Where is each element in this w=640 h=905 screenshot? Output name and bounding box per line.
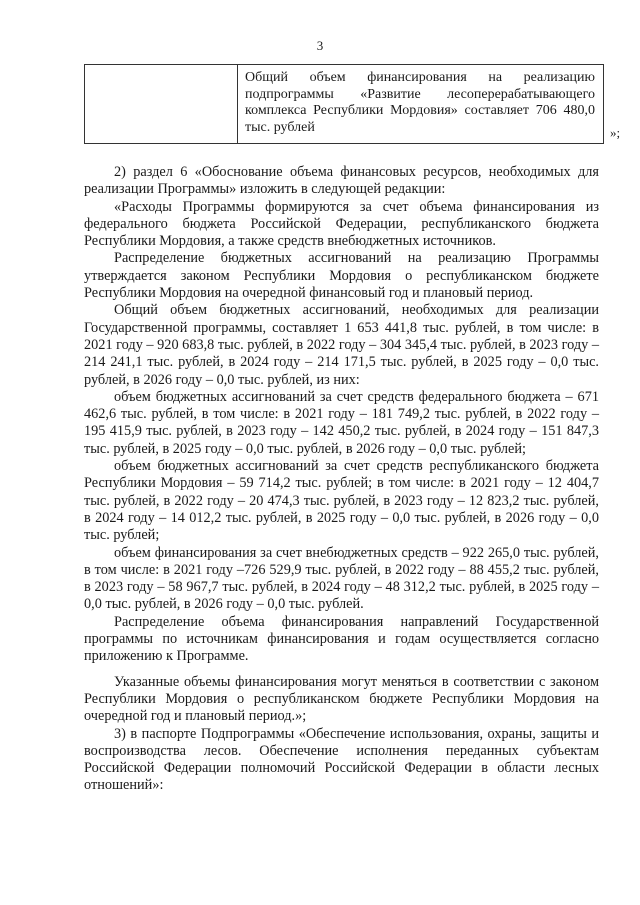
paragraph-extrabudgetary: объем финансирования за счет внебюджетных средств – 922 265,0 тыс. рублей, в том числе: в 2021 году –726 529,9 тыс. рублей, в 2022 году – 88 455,2 тыс. рублей, в 2023 году – 58 967,7 тыс. рублей, в 2024 году – 48 312,2 тыс. рублей, в 2025 году – 0,0 тыс. рублей, в 2026 году – 0,0 тыс. рублей. <box>84 544 599 613</box>
table-financing-cell: Общий объем финансирования на реализацию подпрограммы «Развитие лесоперерабатывающего комплекса Республики Мордовия» составляет 706 480,0 тыс. рублей <box>238 65 604 144</box>
paragraph-subprogram-passport: 3) в паспорте Подпрограммы «Обеспечение использования, охраны, защиты и воспроизводства лесов. Обеспечение исполнения переданных субъектам Российской Федерации полномочий Российской Федерации в области лесных отношений»: <box>84 725 599 794</box>
paragraph-volumes-may-change: Указанные объемы финансирования могут меняться в соответствии с законом Республики Мордовия о республиканском бюджете Республики Мордовия на очередной год и плановый период.»; <box>84 673 599 725</box>
table-closing-quote: »; <box>610 125 621 140</box>
table-row <box>85 65 604 144</box>
paragraph-expenses-sources: «Расходы Программы формируются за счет объема финансирования из федерального бюджета Российской Федерации, республиканского бюджета Республики Мордовия, а также средств внебюджетных источников. <box>84 198 599 250</box>
paragraph-federal-budget: объем бюджетных ассигнований за счет средств федерального бюджета – 671 462,6 тыс. рублей, в том числе: в 2021 году – 181 749,2 тыс. рублей, в 2022 году – 195 415,9 тыс. рублей, в 2023 году – 142 450,2 тыс. рублей, в 2024 году – 151 847,3 тыс. рублей, в 2025 году – 0,0 тыс. рублей, в 2026 году – 0,0 тыс. рублей; <box>84 388 599 457</box>
paragraph-republican-budget: объем бюджетных ассигнований за счет средств республиканского бюджета Республики Мордовия – 59 714,2 тыс. рублей; в том числе: в 2021 году – 12 404,7 тыс. рублей, в 2022 году – 20 474,3 тыс. рублей, в 2023 году – 12 823,2 тыс. рублей, в 2024 году – 14 012,2 тыс. рублей, в 2025 году – 0,0 тыс. рублей, в 2026 году – 0,0 тыс. рублей; <box>84 458 599 544</box>
paragraph-allocation-law: Распределение бюджетных ассигнований на реализацию Программы утверждается законом Республики Мордовия о республиканском бюджете Республики Мордовия на очередной финансовый год и плановый период. <box>84 250 599 302</box>
table-empty-cell <box>85 65 238 144</box>
paragraph-total-volume: Общий объем бюджетных ассигнований, необходимых для реализации Государственной программы, составляет 1 653 441,8 тыс. рублей, в том числе: в 2021 году – 920 683,8 тыс. рублей, в 2022 году – 304 345,4 тыс. рублей, в 2023 году – 214 241,1 тыс. рублей, в 2024 году – 214 171,5 тыс. рублей, в 2025 году – 0,0 тыс. рублей, в 2026 году – 0,0 тыс. рублей, из них: <box>84 302 599 388</box>
financing-table <box>84 64 604 144</box>
paragraph-section-6-intro: 2) раздел 6 «Обоснование объема финансовых ресурсов, необходимых для реализации Программы» изложить в следующей редакции: <box>84 164 599 198</box>
document-body <box>84 164 599 795</box>
page-number: 3 <box>316 38 324 53</box>
paragraph-distribution-appendix: Распределение объема финансирования направлений Государственной программы по источникам финансирования и годам осуществляется согласно приложению к Программе. <box>84 613 599 665</box>
